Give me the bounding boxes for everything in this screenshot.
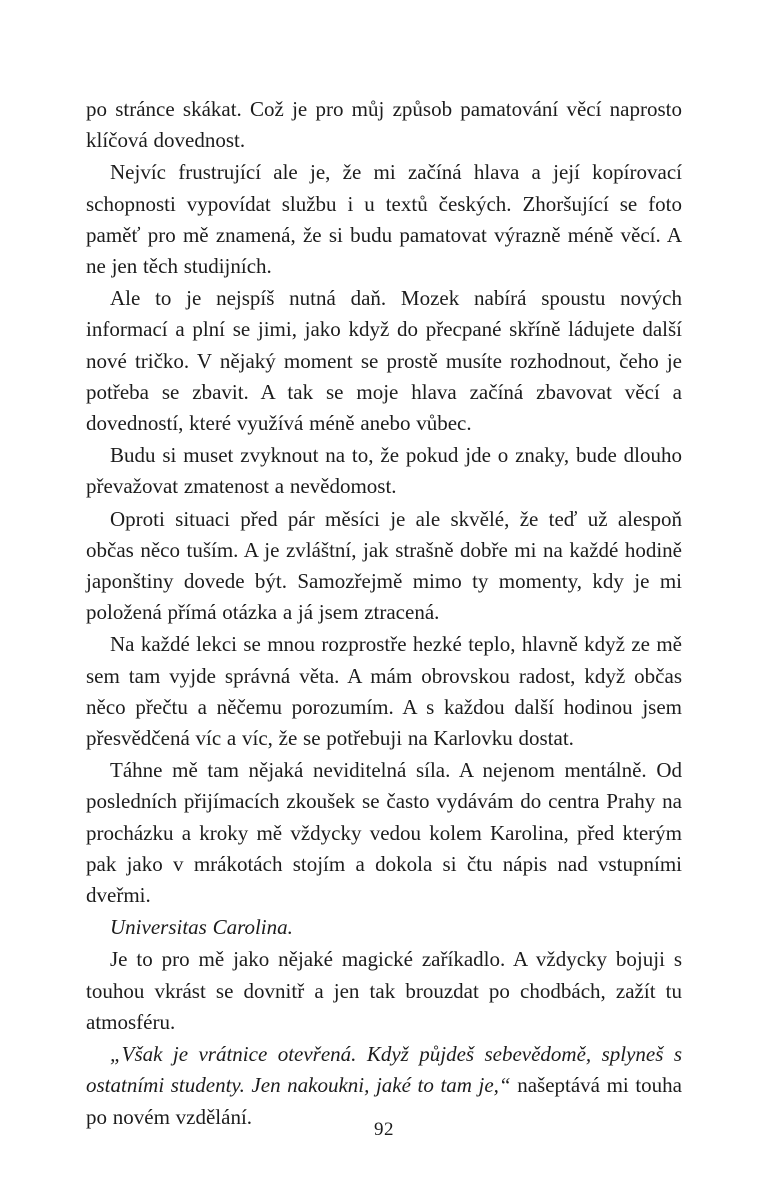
paragraph-9 bbox=[86, 944, 682, 1038]
paragraph-4-text: Budu si muset zvyknout na to, že pokud jde o znaky, bude dlouho převažovat zmatenost a nevědomost. bbox=[86, 443, 682, 499]
inscription-text: Universitas Carolina. bbox=[110, 915, 293, 940]
paragraph-7 bbox=[86, 755, 682, 911]
paragraph-4 bbox=[86, 440, 682, 502]
book-page-body bbox=[86, 94, 682, 1134]
paragraph-9-text: Je to pro mě jako nějaké magické zaříkadlo. A vždycky bojuji s touhou vkrást se dovnitř a jen tak brouzdat po chodbách, zažít tu atmosféru. bbox=[86, 947, 682, 1034]
paragraph-5-text: Oproti situaci před pár měsíci je ale skvělé, že teď už alespoň občas něco tuším. A je zvláštní, jak strašně dobře mi na každé hodině japonštiny dovede být. Samozřejmě mimo ty momenty, kdy je mi položená přímá otázka a já jsem ztracená. bbox=[86, 506, 682, 625]
paragraph-3-text: Ale to je nejspíš nutná daň. Mozek nabírá spoustu nových informací a plní se jimi, jako když do přecpané skříně ládujete další nové tričko. V nějaký moment se prostě musíte rozhodnout, čeho je potřeba se zbavit. A tak se moje hlava začíná zbavovat věcí a dovedností, které využívá méně anebo vůbec. bbox=[86, 286, 682, 436]
paragraph-2 bbox=[86, 157, 682, 282]
paragraph-1 bbox=[86, 94, 682, 156]
paragraph-6 bbox=[86, 629, 682, 754]
paragraph-6-text: Na každé lekci se mnou rozprostře hezké teplo, hlavně když ze mě sem tam vyjde správná věta. A mám obrovskou radost, když občas něco přečtu a něčemu porozumím. A s každou další hodinou jsem přesvědčená víc a víc, že se potřebuji na Karlovku dostat. bbox=[86, 632, 682, 751]
paragraph-1-text: po stránce skákat. Což je pro můj způsob pamatování věcí naprosto klíčová dovednost. bbox=[86, 97, 682, 153]
paragraph-10-text: našeptává mi touha po novém vzdělání. bbox=[86, 1073, 682, 1129]
paragraph-5 bbox=[86, 504, 682, 629]
paragraph-10-quote: „Však je vrátnice otevřená. Když půjdeš sebevědomě, splyneš s ostatními studenty. Jen nakoukni, jaké to tam je,“ bbox=[86, 1042, 682, 1098]
page-number: 92 bbox=[374, 1119, 394, 1140]
paragraph-7-text: Táhne mě tam nějaká neviditelná síla. A nejenom mentálně. Od posledních přijímacích zkoušek se často vydávám do centra Prahy na procházku a kroky mě vždycky vedou kolem Karolina, před kterým pak jako v mrákotách stojím a dokola si čtu nápis nad vstupními dveřmi. bbox=[86, 758, 682, 908]
paragraph-3 bbox=[86, 283, 682, 439]
paragraph-8-inscription bbox=[86, 912, 682, 943]
paragraph-2-text: Nejvíc frustrující ale je, že mi začíná hlava a její kopírovací schopnosti vypovídat službu i u textů českých. Zhoršující se foto paměť pro mě znamená, že si budu pamatovat výrazně méně věcí. A ne jen těch studijních. bbox=[86, 160, 682, 279]
